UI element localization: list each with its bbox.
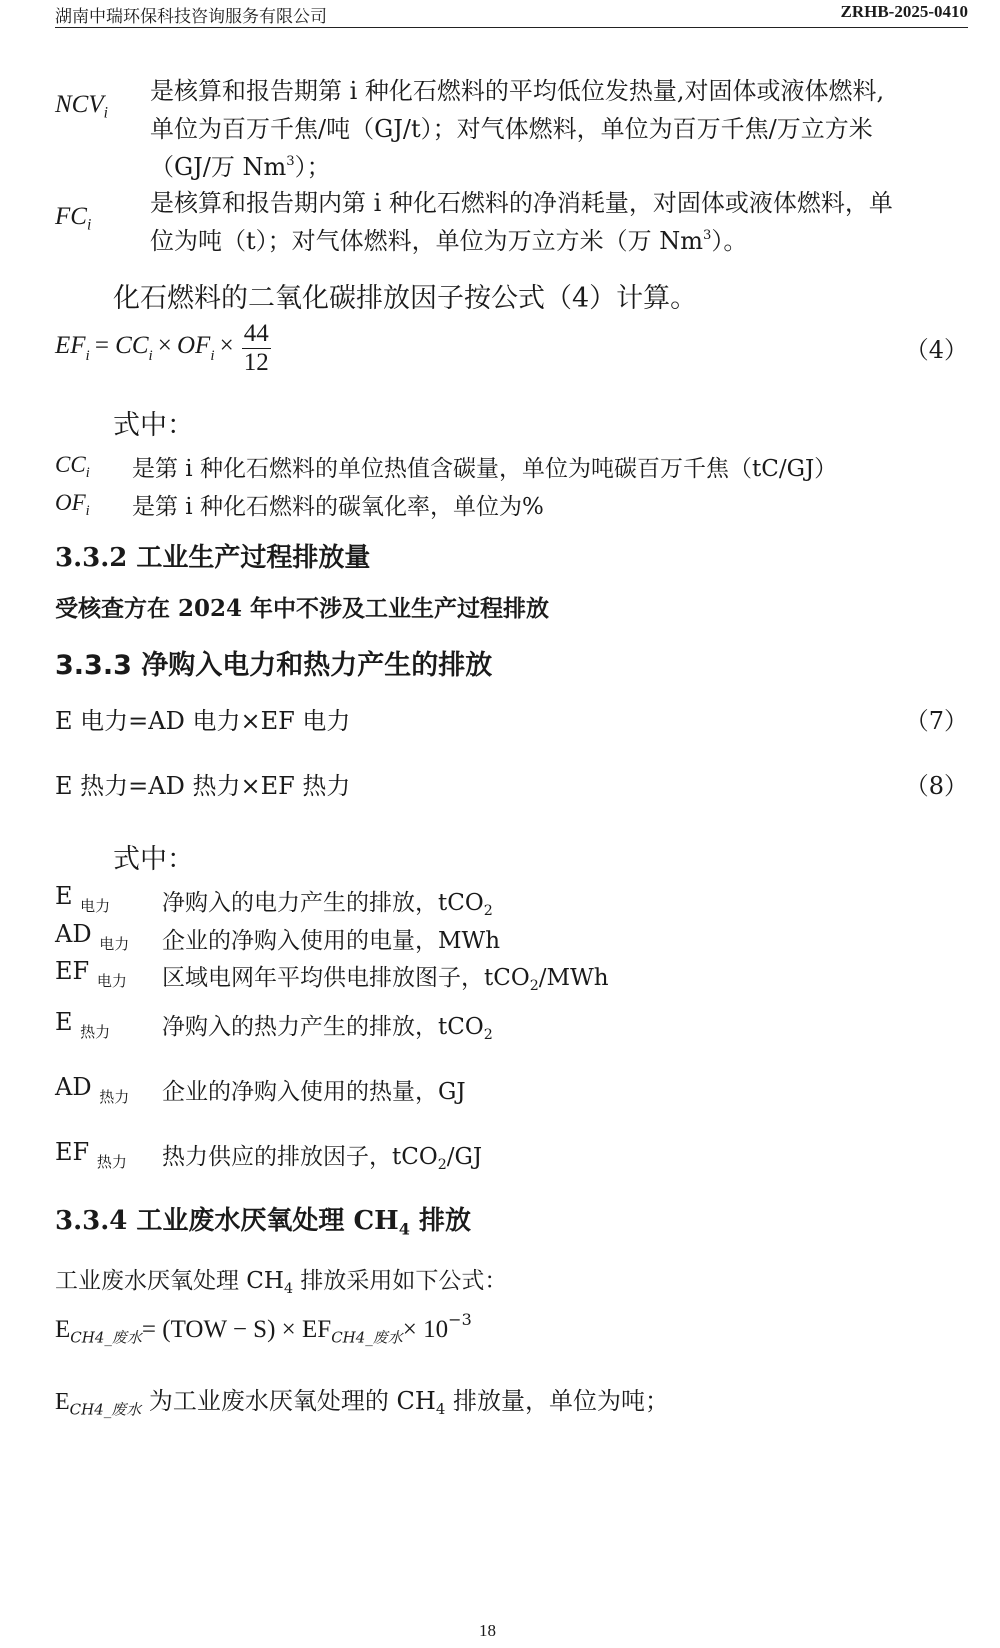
def-ad-power-symbol: AD $_{电力}$ (55, 920, 130, 953)
def-ad-power-text: 企业的净购入使用的电量，MWh (162, 928, 501, 954)
def-ad-heat-text: 企业的净购入使用的热量，GJ (162, 1079, 466, 1105)
formula-4: EFi = CCi × OFi × $\frac{44}{12}$ (55, 320, 269, 376)
def-e-heat-symbol: E $_{热力}$ (55, 1008, 111, 1041)
def-ef-heat-symbol: EF $_{热力}$ (55, 1138, 127, 1171)
section-3-3-2-body: 受核查方在 2024 年中不涉及工业生产过程排放 (55, 595, 550, 622)
of-definition: 是第 i 种化石燃料的碳氧化率，单位为% (132, 494, 544, 520)
ch4-definition: $E_{CH4\_废水}$ 为工业废水厌氧处理的 $CH_4$ 排放量，单位为吨； (55, 1387, 669, 1419)
header-company: 湖南中瑞环保科技咨询服务有限公司 (55, 7, 327, 27)
cc-definition: 是第 i 种化石燃料的单位热值含碳量，单位为吨碳百万千焦（tC/GJ） (132, 456, 838, 482)
ncv-line-1: 是核算和报告期第 i 种化石燃料的平均低位发热量,对固体或液体燃料, (150, 77, 885, 105)
ncv-line-3: （GJ/万 Nm$^3$）； (150, 153, 331, 181)
section-3-3-3-title: 3.3.3 净购入电力和热力产生的排放 (55, 650, 493, 681)
formula-ch4-wastewater: $E_{CH4\_废水}= (TOW - S) \times EF_{CH4\_废水}\times 10^{-3}$ (55, 1310, 472, 1347)
section-3-3-4-title: 3.3.4 工业废水厌氧处理 $CH_4$ 排放 (55, 1206, 472, 1239)
def-ef-power-symbol: EF $_{电力}$ (55, 957, 127, 990)
def-ef-heat-text: 热力供应的排放因子，tCO$_2$/GJ (162, 1144, 483, 1173)
formula-8: E 热力=AD 热力×EF 热力 (55, 772, 351, 800)
def-e-heat-text: 净购入的热力产生的排放，tCO$_2$ (162, 1014, 493, 1043)
ef-intro-paragraph: 化石燃料的二氧化碳排放因子按公式（4）计算。 (113, 283, 698, 314)
section-3-3-4-intro: 工业废水厌氧处理 $CH_4$ 排放采用如下公式： (55, 1268, 508, 1297)
fc-line-2: 位为吨（t）；对气体燃料，单位为万立方米（万 Nm$^3$）。 (150, 227, 748, 255)
page-number: 18 (479, 1621, 496, 1640)
formula-7-number: （7） (904, 707, 968, 735)
fc-symbol: $FC_i$ (55, 203, 92, 234)
header-rule (55, 27, 968, 28)
fc-line-1: 是核算和报告期内第 i 种化石燃料的净消耗量，对固体或液体燃料，单 (150, 189, 893, 217)
def-e-power-symbol: E $_{电力}$ (55, 882, 111, 915)
ncv-line-2: 单位为百万千焦/吨（GJ/t）；对气体燃料，单位为百万千焦/万立方米 (150, 115, 873, 143)
def-ad-heat-symbol: AD $_{热力}$ (55, 1073, 130, 1106)
formula-7: E 电力=AD 电力×EF 电力 (55, 707, 351, 735)
def-e-power-text: 净购入的电力产生的排放，tCO$_2$ (162, 890, 493, 919)
of-symbol: $OF_i$ (55, 490, 90, 519)
section-3-3-2-title: 3.3.2 工业生产过程排放量 (55, 543, 371, 573)
formula-8-number: （8） (904, 772, 968, 800)
cc-symbol: $CC_i$ (55, 452, 90, 481)
where-label-1: 式中： (113, 410, 194, 441)
header-doc-code: ZRHB-2025-0410 (840, 2, 968, 21)
def-ef-power-text: 区域电网年平均供电排放图子，tCO$_2$/MWh (162, 965, 609, 994)
where-label-2: 式中： (113, 844, 194, 875)
formula-4-number: （4） (904, 336, 968, 364)
ncv-symbol: $NCV_i$ (55, 91, 108, 122)
